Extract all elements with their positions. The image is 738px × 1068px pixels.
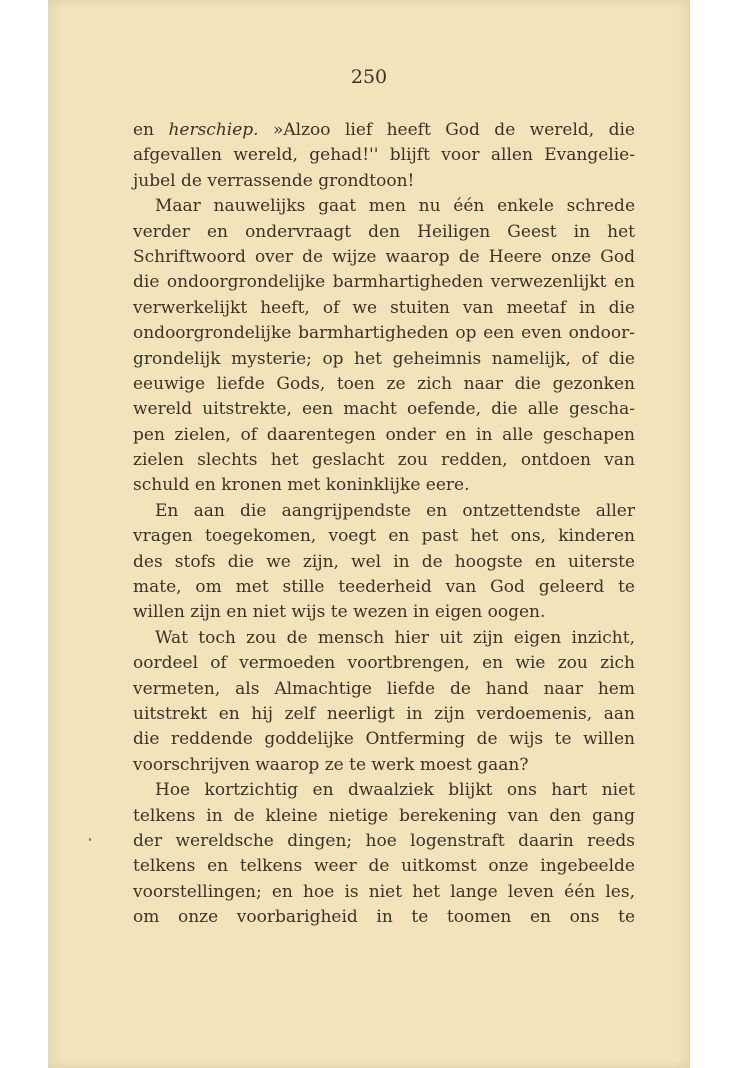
text-line: willen zijn en niet wijs te wezen in eigen oogen.	[133, 602, 546, 623]
text-line: schuld en kronen met koninklijke eere.	[133, 475, 470, 496]
text-line: om onze voorbarigheid in te toomen en ons te	[133, 907, 635, 928]
text-line: verwerkelijkt heeft, of we stuiten van meetaf in die	[133, 297, 635, 318]
text-line: en herschiep. »Alzoo lief heeft God de wereld, die	[133, 120, 635, 140]
text-line: eeuwige liefde Gods, toen ze zich naar die gezonken	[133, 373, 635, 394]
text-line: vermeten, als Almachtige liefde de hand naar hem	[133, 678, 635, 699]
paragraph-3	[133, 499, 635, 626]
body-text	[133, 118, 635, 931]
paragraph-1	[133, 118, 635, 194]
paragraph-5	[133, 778, 635, 930]
text-line: uitstrekt en hij zelf neerligt in zijn verdoemenis, aan	[133, 703, 635, 724]
text-line: pen zielen, of daarentegen onder en in alle geschapen	[133, 424, 635, 445]
text-line: der wereldsche dingen; hoe logenstraft daarin reeds	[133, 830, 635, 851]
text-line: Hoe kortzichtig en dwaalziek blijkt ons hart niet	[155, 780, 635, 801]
text-line: mate, om met stille teederheid van God geleerd te	[133, 577, 635, 598]
italic-word: herschiep.	[168, 120, 259, 140]
paper-speck	[89, 838, 91, 841]
text-line: wereld uitstrekte, een macht oefende, die alle gescha-	[133, 399, 635, 420]
text-line: vragen toegekomen, voegt en past het ons, kinderen	[133, 526, 635, 547]
text-line: voorschrijven waarop ze te werk moest gaan?	[133, 754, 529, 775]
text-line: telkens in de kleine nietige berekening van den gang	[133, 805, 635, 826]
text-line: grondelijk mysterie; op het geheimnis namelijk, of die	[133, 348, 635, 369]
text-line: En aan die aangrijpendste en ontzettendste aller	[155, 500, 635, 521]
text-line: die reddende goddelijke Ontferming de wijs te willen	[133, 729, 635, 750]
text-line: afgevallen wereld, gehad!'' blijft voor allen Evangelie-	[133, 145, 635, 166]
text-line: telkens en telkens weer de uitkomst onze ingebeelde	[133, 856, 635, 877]
text-line: Maar nauwelijks gaat men nu één enkele schrede	[155, 196, 635, 217]
text-line: Wat toch zou de mensch hier uit zijn eigen inzicht,	[155, 627, 635, 648]
text-line: verder en ondervraagt den Heiligen Geest in het	[133, 221, 635, 242]
page-number: 250	[350, 66, 388, 88]
paragraph-2	[133, 194, 635, 499]
text-line: oordeel of vermoeden voortbrengen, en wie zou zich	[133, 653, 635, 674]
text-line: die ondoorgrondelijke barmhartigheden verwezenlijkt en	[133, 272, 635, 293]
text-line: zielen slechts het geslacht zou redden, ontdoen van	[133, 450, 635, 471]
text-line: Schriftwoord over de wijze waarop de Heere onze God	[133, 246, 635, 267]
text-line: des stofs die we zijn, wel in de hoogste en uiterste	[133, 551, 635, 572]
text-line: voorstellingen; en hoe is niet het lange leven één les,	[133, 881, 635, 902]
paragraph-4	[133, 626, 635, 778]
text-line: jubel de verrassende grondtoon!	[133, 170, 415, 191]
text-line: ondoorgrondelijke barmhartigheden op een even ondoor-	[133, 323, 635, 344]
